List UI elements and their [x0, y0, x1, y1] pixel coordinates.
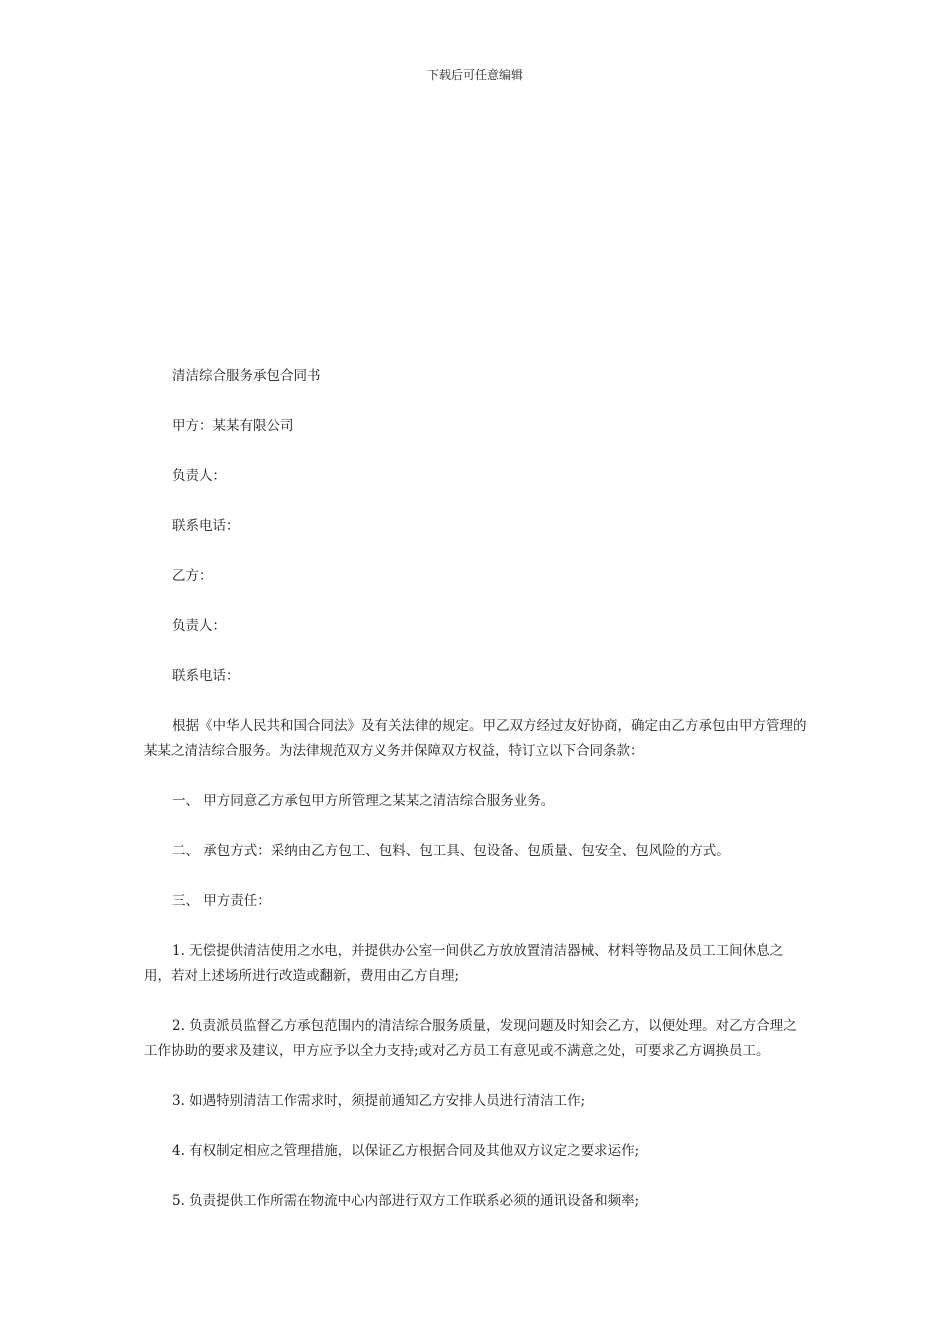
clause-3-item-3: 3. 如遇特别清洁工作需求时，须提前通知乙方安排人员进行清洁工作;	[172, 1093, 586, 1109]
party-a-line: 甲方：某某有限公司	[172, 418, 294, 434]
document-title: 清洁综合服务承包合同书	[172, 368, 321, 384]
clause-3: 三、 甲方责任：	[172, 893, 271, 909]
clause-3-item-5: 5. 负责提供工作所需在物流中心内部进行双方工作联系必须的通讯设备和频率;	[172, 1193, 640, 1209]
preamble-paragraph: 根据《中华人民共和国合同法》及有关法律的规定。甲乙双方经过友好协商，确定由乙方承包由甲方管理的某某之清洁综合服务。为法律规范双方义务并保障双方权益，特订立以下合同条款：	[144, 718, 807, 759]
clause-3-item-2: 2. 负责派员监督乙方承包范围内的清洁综合服务质量，发现问题及时知会乙方，以便处理。对乙方合理之工作协助的要求及建议，甲方应予以全力支持;或对乙方员工有意见或不满意之处，可要求乙方调换员工。	[144, 1018, 797, 1059]
clause-3-item-4: 4. 有权制定相应之管理措施，以保证乙方根据合同及其他双方议定之要求运作;	[172, 1143, 640, 1159]
clause-3-item-1: 1. 无偿提供清洁使用之水电，并提供办公室一间供乙方放放置清洁器械、材料等物品及员工工间休息之用，若对上述场所进行改造或翻新，费用由乙方自理;	[144, 943, 784, 984]
party-a-phone-line: 联系电话：	[172, 518, 240, 534]
clause-1: 一、 甲方同意乙方承包甲方所管理之某某之清洁综合服务业务。	[172, 793, 555, 809]
document-body	[144, 364, 808, 1239]
header-note: 下载后可任意编辑	[426, 68, 523, 82]
party-b-person-line: 负责人：	[172, 618, 226, 634]
party-b-line: 乙方：	[172, 568, 213, 584]
party-a-person-line: 负责人：	[172, 468, 226, 484]
clause-2: 二、 承包方式：采纳由乙方包工、包料、包工具、包设备、包质量、包安全、包风险的方式。	[172, 843, 730, 859]
party-b-phone-line: 联系电话：	[172, 668, 240, 684]
